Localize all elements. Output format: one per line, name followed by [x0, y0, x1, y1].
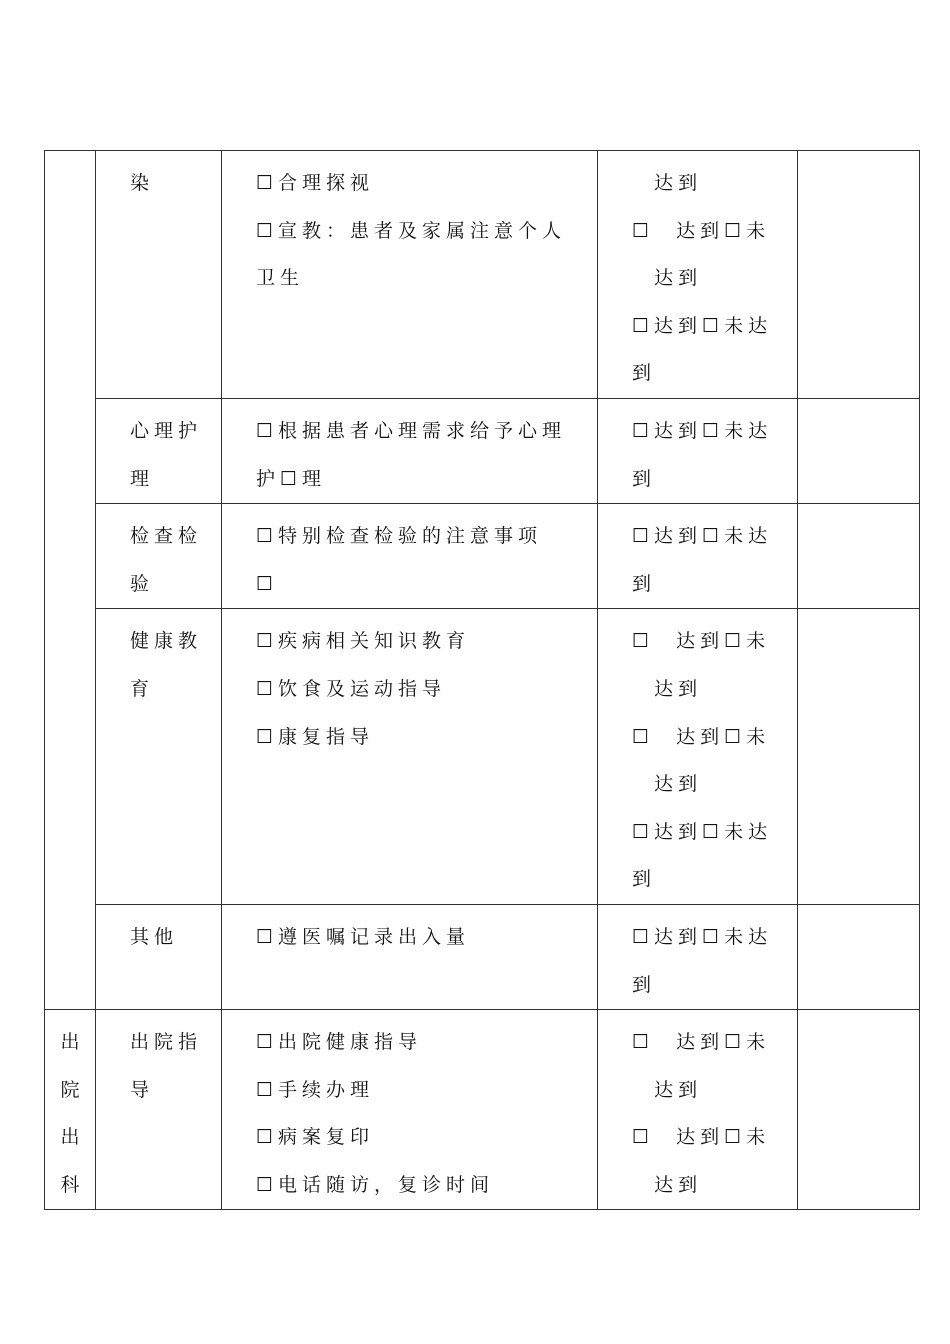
nursing-checklist-table: [44, 150, 920, 1210]
evaluation-cell: ☐达到☐未达 到: [598, 398, 798, 503]
remark-cell: [798, 504, 920, 609]
table-row: [45, 1010, 920, 1210]
evaluation-cell: ☐达到☐未达 到: [598, 904, 798, 1009]
section-char: 院: [60, 1078, 80, 1101]
table-row: [45, 609, 920, 905]
evaluation-cell: ☐达到☐未达 到: [598, 504, 798, 609]
evaluation-cell: ☐ 达到☐未 达到 ☐ 达到☐未 达到 ☐达到☐未达 到: [598, 609, 798, 905]
evaluation-cell: ☐ 达到☐未 达到 ☐ 达到☐未 达到: [598, 1010, 798, 1210]
content-cell: ☐根据患者心理需求给予心理护☐理: [222, 398, 598, 503]
remark-cell: [798, 1010, 920, 1210]
table-row: [45, 904, 920, 1009]
section-char: 科: [60, 1173, 80, 1196]
remark-cell: [798, 151, 920, 399]
table-row: [45, 504, 920, 609]
item-cell: 其他: [96, 904, 222, 1009]
section-char: 出: [60, 1126, 80, 1149]
table-row: [45, 151, 920, 399]
item-cell: 出院指导: [96, 1010, 222, 1210]
content-cell: ☐合理探视 ☐宣教：患者及家属注意个人卫生: [222, 151, 598, 399]
remark-cell: [798, 609, 920, 905]
item-cell: 染: [96, 151, 222, 399]
section-cell-discharge: [45, 1010, 96, 1210]
item-cell: 心理护理: [96, 398, 222, 503]
item-cell: 健康教育: [96, 609, 222, 905]
table-row: [45, 398, 920, 503]
evaluation-cell: 达到 ☐ 达到☐未 达到 ☐达到☐未达 到: [598, 151, 798, 399]
remark-cell: [798, 904, 920, 1009]
content-cell: ☐特别检查检验的注意事项 ☐: [222, 504, 598, 609]
content-cell: ☐遵医嘱记录出入量: [222, 904, 598, 1009]
item-cell: 检查检验: [96, 504, 222, 609]
content-cell: ☐出院健康指导 ☐手续办理 ☐病案复印 ☐电话随访，复诊时间: [222, 1010, 598, 1210]
content-cell: ☐疾病相关知识教育 ☐饮食及运动指导 ☐康复指导: [222, 609, 598, 905]
section-char: 出: [60, 1031, 80, 1054]
remark-cell: [798, 398, 920, 503]
section-cell-blank: [45, 151, 96, 1010]
